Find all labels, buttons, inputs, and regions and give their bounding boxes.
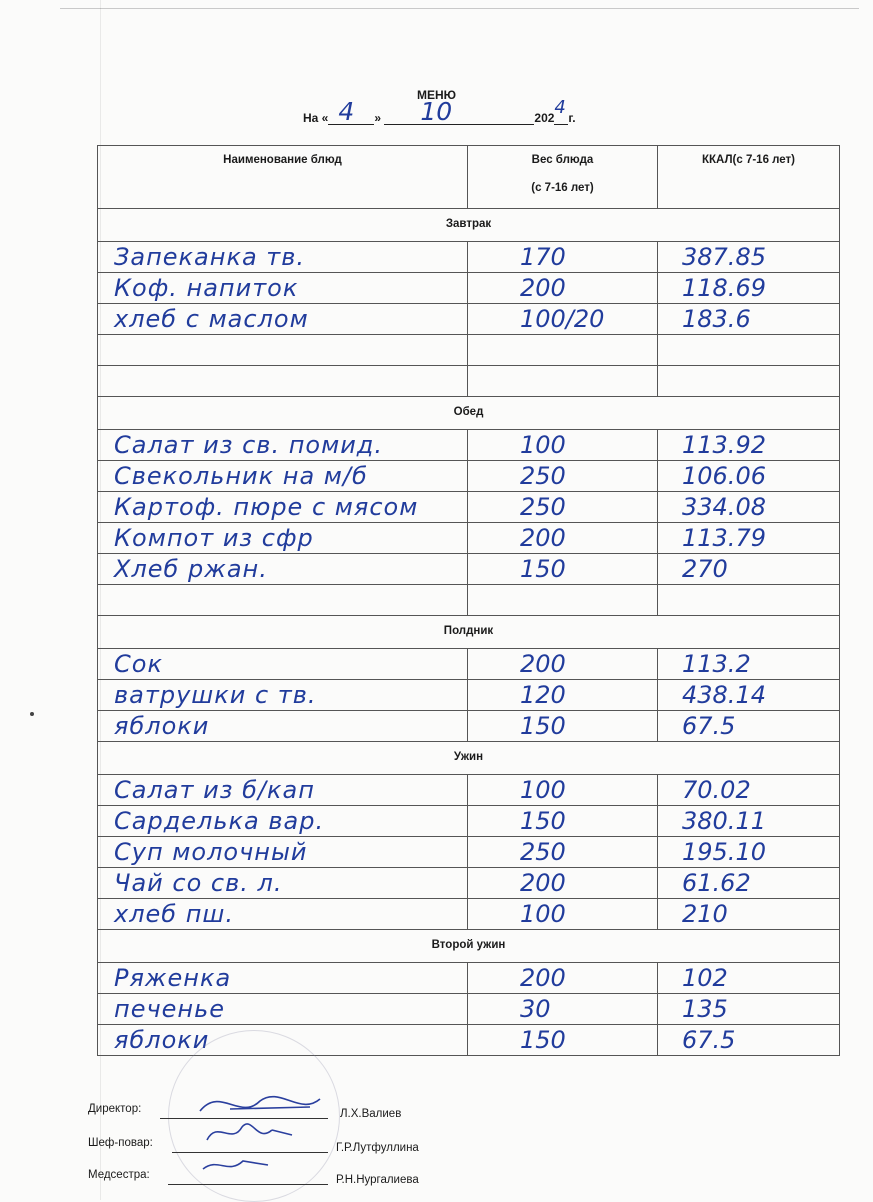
cell-kcal — [658, 775, 840, 806]
handwritten-kcal: 67.5 — [682, 1026, 736, 1054]
handwritten-name: хлеб пш. — [114, 900, 235, 928]
handwritten-kcal: 113.92 — [682, 431, 766, 459]
cell-weight — [468, 899, 658, 930]
cell-weight — [468, 963, 658, 994]
cell-kcal — [658, 585, 840, 616]
signature-name: Р.Н.Нургалиева — [336, 1174, 419, 1186]
cell-kcal — [658, 899, 840, 930]
handwritten-weight: 100 — [520, 431, 566, 459]
empty-row — [97, 335, 840, 366]
handwritten-kcal: 67.5 — [682, 712, 736, 740]
cell-name — [97, 711, 468, 742]
cell-kcal — [658, 461, 840, 492]
handwritten-weight: 200 — [520, 274, 566, 302]
empty-row — [97, 585, 840, 616]
cell-weight — [468, 1025, 658, 1056]
cell-weight — [468, 304, 658, 335]
cell-name — [97, 366, 468, 397]
cell-name — [97, 492, 468, 523]
cell-weight — [468, 775, 658, 806]
handwritten-weight: 150 — [520, 1026, 566, 1054]
cell-kcal — [658, 366, 840, 397]
handwritten-weight: 250 — [520, 838, 566, 866]
section-title: Второй ужин — [97, 930, 840, 963]
handwritten-kcal: 61.62 — [682, 869, 751, 897]
handwritten-kcal: 334.08 — [682, 493, 766, 521]
cell-name — [97, 585, 468, 616]
handwritten-kcal: 387.85 — [682, 243, 766, 271]
handwritten-weight: 120 — [520, 681, 566, 709]
table-row — [97, 273, 840, 304]
handwritten-weight: 100 — [520, 900, 566, 928]
handwritten-name: печенье — [114, 995, 226, 1023]
handwritten-kcal: 113.2 — [682, 650, 751, 678]
cell-weight — [468, 711, 658, 742]
handwritten-name: ватрушки с тв. — [114, 681, 317, 709]
cell-kcal — [658, 868, 840, 899]
table-row — [97, 963, 840, 994]
day-blank — [328, 97, 374, 126]
table-row — [97, 899, 840, 930]
handwritten-name: яблоки — [114, 712, 210, 740]
handwritten-name: Компот из сфр — [114, 524, 314, 552]
handwritten-kcal: 113.79 — [682, 524, 766, 552]
cell-weight — [468, 649, 658, 680]
handwritten-kcal: 70.02 — [682, 776, 751, 804]
handwritten-name: Коф. напиток — [114, 274, 299, 302]
cell-weight — [468, 680, 658, 711]
section-title: Завтрак — [97, 209, 840, 242]
empty-row — [97, 366, 840, 397]
table-row — [97, 461, 840, 492]
cell-kcal — [658, 711, 840, 742]
signature-name: Г.Р.Лутфуллина — [336, 1142, 419, 1154]
table-row — [97, 430, 840, 461]
handwritten-weight: 150 — [520, 712, 566, 740]
table-row — [97, 994, 840, 1025]
cell-name — [97, 899, 468, 930]
cell-name — [97, 680, 468, 711]
handwritten-kcal: 270 — [682, 555, 728, 583]
handwritten-name: Чай со св. л. — [114, 869, 283, 897]
cell-name — [97, 868, 468, 899]
section-title: Обед — [97, 397, 840, 430]
handwritten-kcal: 106.06 — [682, 462, 766, 490]
cell-weight — [468, 430, 658, 461]
cell-kcal — [658, 649, 840, 680]
cell-name — [97, 523, 468, 554]
cell-name — [97, 273, 468, 304]
cell-weight — [468, 366, 658, 397]
handwritten-weight: 200 — [520, 869, 566, 897]
cell-kcal — [658, 273, 840, 304]
handwritten-weight: 170 — [520, 243, 566, 271]
cell-weight — [468, 806, 658, 837]
handwritten-weight: 250 — [520, 493, 566, 521]
handwritten-name: Сок — [114, 650, 163, 678]
cell-kcal — [658, 335, 840, 366]
cell-name — [97, 963, 468, 994]
table-row — [97, 242, 840, 273]
cell-name — [97, 649, 468, 680]
cell-name — [97, 304, 468, 335]
cell-name — [97, 554, 468, 585]
date-line: На « 4 » 10 202 4 г. — [303, 97, 576, 126]
scan-edge — [60, 8, 859, 9]
handwritten-signature — [198, 1147, 338, 1187]
table-row — [97, 775, 840, 806]
handwritten-weight: 150 — [520, 555, 566, 583]
header-weight: Вес блюда (с 7-16 лет) — [468, 145, 658, 209]
cell-kcal — [658, 963, 840, 994]
cell-name — [97, 430, 468, 461]
signature-name: Л.Х.Валиев — [340, 1108, 402, 1120]
menu-table — [97, 145, 840, 1056]
cell-kcal — [658, 242, 840, 273]
table-row — [97, 711, 840, 742]
handwritten-weight: 200 — [520, 650, 566, 678]
table-row — [97, 554, 840, 585]
cell-kcal — [658, 430, 840, 461]
cell-name — [97, 994, 468, 1025]
table-row — [97, 649, 840, 680]
cell-weight — [468, 837, 658, 868]
handwritten-name: Хлеб ржан. — [114, 555, 268, 583]
section-title: Полдник — [97, 616, 840, 649]
table-row — [97, 492, 840, 523]
table-header — [97, 145, 840, 209]
cell-kcal — [658, 837, 840, 868]
cell-name — [97, 775, 468, 806]
table-row — [97, 680, 840, 711]
cell-weight — [468, 335, 658, 366]
handwritten-kcal: 102 — [682, 964, 728, 992]
year-blank — [554, 97, 568, 125]
signature-role: Медсестра: — [88, 1169, 150, 1181]
handwritten-name: Салат из св. помид. — [114, 431, 384, 459]
section-title: Ужин — [97, 742, 840, 775]
cell-kcal — [658, 523, 840, 554]
cell-weight — [468, 523, 658, 554]
table-row — [97, 868, 840, 899]
cell-weight — [468, 461, 658, 492]
date-year-digit: 4 — [554, 97, 566, 118]
handwritten-kcal: 118.69 — [682, 274, 766, 302]
handwritten-name: яблоки — [114, 1026, 210, 1054]
scan-speck — [30, 712, 34, 716]
table-row — [97, 304, 840, 335]
table-row — [97, 837, 840, 868]
cell-kcal — [658, 304, 840, 335]
cell-name — [97, 461, 468, 492]
handwritten-kcal: 438.14 — [682, 681, 766, 709]
handwritten-name: Салат из б/кап — [114, 776, 315, 804]
document-title: МЕНЮ — [416, 88, 457, 102]
date-day: 4 — [338, 97, 355, 126]
cell-kcal — [658, 492, 840, 523]
cell-name — [97, 242, 468, 273]
table-row — [97, 806, 840, 837]
date-month: 10 — [420, 97, 453, 126]
handwritten-name: Картоф. пюре с мясом — [114, 493, 419, 521]
handwritten-name: Ряженка — [114, 964, 232, 992]
cell-weight — [468, 273, 658, 304]
signature-role: Директор: — [88, 1103, 142, 1115]
handwritten-weight: 150 — [520, 807, 566, 835]
handwritten-name: Запеканка тв. — [114, 243, 306, 271]
cell-kcal — [658, 806, 840, 837]
header-kcal: ККАЛ(с 7-16 лет) — [658, 145, 840, 209]
handwritten-name: Свекольник на м/б — [114, 462, 368, 490]
handwritten-kcal: 380.11 — [682, 807, 766, 835]
cell-weight — [468, 994, 658, 1025]
handwritten-kcal: 210 — [682, 900, 728, 928]
handwritten-weight: 100/20 — [520, 305, 605, 333]
cell-kcal — [658, 1025, 840, 1056]
header-dish-name: Наименование блюд — [97, 145, 468, 209]
cell-weight — [468, 492, 658, 523]
handwritten-kcal: 195.10 — [682, 838, 766, 866]
signature-role: Шеф-повар: — [88, 1137, 153, 1149]
cell-name — [97, 335, 468, 366]
cell-weight — [468, 242, 658, 273]
handwritten-weight: 100 — [520, 776, 566, 804]
cell-name — [97, 837, 468, 868]
cell-weight — [468, 585, 658, 616]
cell-weight — [468, 554, 658, 585]
cell-kcal — [658, 994, 840, 1025]
handwritten-name: хлеб с маслом — [114, 305, 309, 333]
cell-weight — [468, 868, 658, 899]
handwritten-kcal: 183.6 — [682, 305, 751, 333]
handwritten-kcal: 135 — [682, 995, 728, 1023]
handwritten-name: Суп молочный — [114, 838, 308, 866]
handwritten-name: Сарделька вар. — [114, 807, 325, 835]
cell-kcal — [658, 680, 840, 711]
handwritten-weight: 30 — [520, 995, 551, 1023]
cell-name — [97, 806, 468, 837]
cell-kcal — [658, 554, 840, 585]
handwritten-weight: 200 — [520, 524, 566, 552]
handwritten-weight: 200 — [520, 964, 566, 992]
handwritten-weight: 250 — [520, 462, 566, 490]
table-row — [97, 523, 840, 554]
